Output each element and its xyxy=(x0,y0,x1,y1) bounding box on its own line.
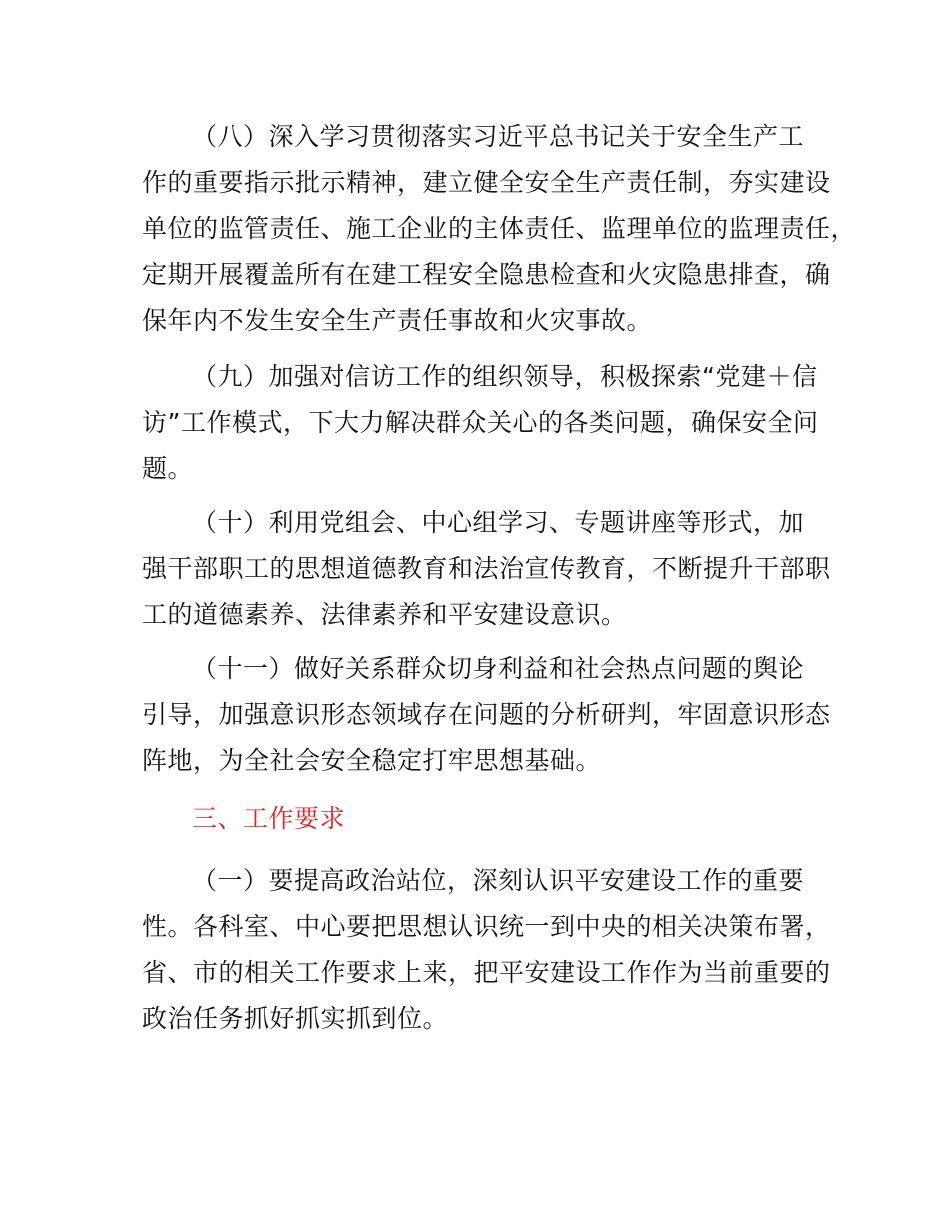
text-line: 强干部职工的思想道德教育和法治宣传教育，不断提升干部职 xyxy=(142,554,831,583)
paragraph-ten xyxy=(142,500,842,638)
paragraph-requirement-one xyxy=(142,858,842,1042)
text-line: 题。 xyxy=(142,454,194,483)
text-line: （八）深入学习贯彻落实习近平总书记关于安全生产工 xyxy=(192,122,805,151)
paragraph-eleven xyxy=(142,646,842,784)
text-line: 省、市的相关工作要求上来，把平安建设工作作为当前重要的 xyxy=(142,958,831,987)
text-line: （十一）做好关系群众切身利益和社会热点问题的舆论 xyxy=(192,654,805,683)
text-line: 定期开展覆盖所有在建工程安全隐患检查和火灾隐患排查，确 xyxy=(142,260,831,289)
text-line: 访”工作模式，下大力解决群众关心的各类问题，确保安全问 xyxy=(142,408,819,437)
text-line: （十）利用党组会、中心组学习、专题讲座等形式，加 xyxy=(192,508,805,537)
text-line: （一）要提高政治站位，深刻认识平安建设工作的重要 xyxy=(192,866,805,895)
section-heading: 三、工作要求 xyxy=(192,804,346,833)
text-line: 引导，加强意识形态领域存在问题的分析研判，牢固意识形态 xyxy=(142,700,831,729)
text-line: 性。各科室、中心要把思想认识统一到中央的相关决策布署， xyxy=(142,912,831,941)
paragraph-eight xyxy=(142,114,857,344)
text-line: 单位的监管责任、施工企业的主体责任、监理单位的监理责任， xyxy=(142,214,857,243)
text-line: 作的重要指示批示精神，建立健全安全生产责任制，夯实建设 xyxy=(142,168,831,197)
text-line: （九）加强对信访工作的组织领导，积极探索“党建＋信 xyxy=(192,362,818,391)
text-line: 工的道德素养、法律素养和平安建设意识。 xyxy=(142,600,627,629)
text-line: 阵地，为全社会安全稳定打牢思想基础。 xyxy=(142,746,602,775)
text-line: 政治任务抓好抓实抓到位。 xyxy=(142,1004,449,1033)
paragraph-nine xyxy=(142,354,842,492)
text-line: 保年内不发生安全生产责任事故和火灾事故。 xyxy=(142,306,653,335)
